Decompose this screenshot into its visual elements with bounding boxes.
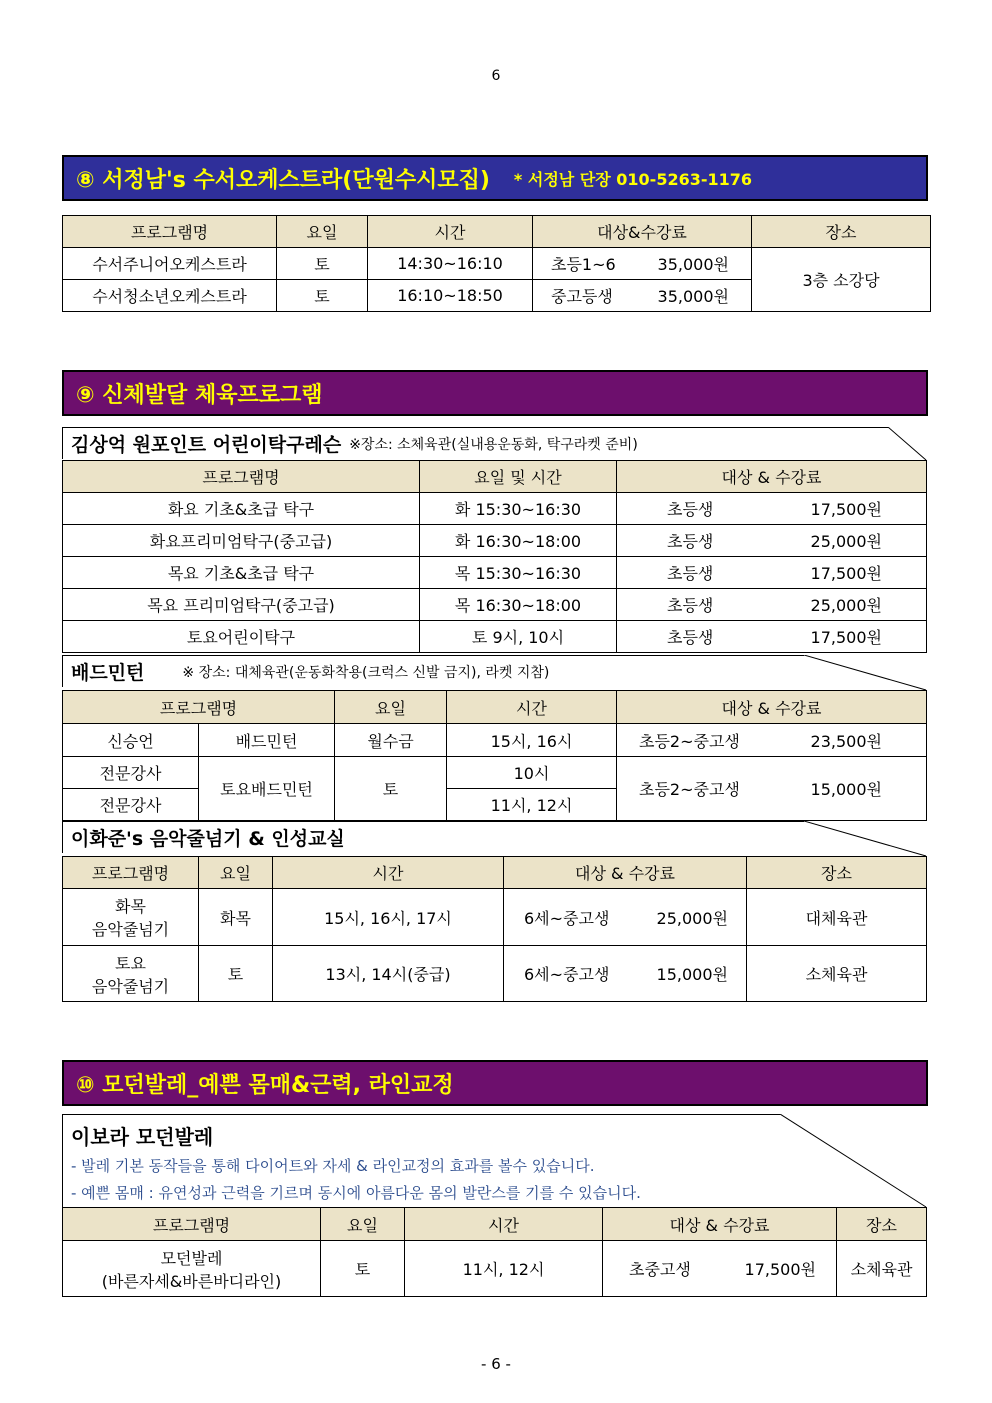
fee: 23,500원 xyxy=(810,731,882,751)
jumprope-table xyxy=(62,856,927,1002)
program-name: 수서청소년오케스트라 xyxy=(63,280,277,312)
col-header: 대상 & 수강료 xyxy=(504,857,747,889)
target: 6세~중고생 xyxy=(524,965,610,984)
day: 토 xyxy=(277,280,368,312)
target: 초등2~중고생 xyxy=(639,731,740,751)
fee: 25,000원 xyxy=(656,908,728,928)
target-fee xyxy=(504,889,747,946)
place: 3층 소강당 xyxy=(752,248,931,312)
place: 소체육관 xyxy=(747,946,927,1002)
day: 토 xyxy=(277,248,368,280)
target: 초등1~6 xyxy=(551,255,616,274)
program-name-line: 화목 xyxy=(115,897,146,916)
time: 토 9시, 10시 xyxy=(420,621,617,653)
section8-banner xyxy=(62,155,928,201)
section9-banner xyxy=(62,370,928,416)
program-name xyxy=(63,946,199,1002)
program-name-line: 음악줄넘기 xyxy=(91,920,170,939)
ballet-table xyxy=(62,1207,927,1297)
col-header: 요일 xyxy=(335,691,447,724)
target-fee xyxy=(617,493,927,525)
table-row xyxy=(63,493,927,525)
program-name: 수서주니어오케스트라 xyxy=(63,248,277,280)
col-header: 시간 xyxy=(273,857,504,889)
col-header: 장소 xyxy=(752,216,931,248)
target: 6세~중고생 xyxy=(524,908,610,928)
table-row xyxy=(63,525,927,557)
col-header: 시간 xyxy=(368,216,533,248)
col-header: 대상 & 수강료 xyxy=(617,461,927,493)
badminton-subhead xyxy=(62,655,804,687)
target: 초등2~중고생 xyxy=(639,780,740,799)
program-name: 토요어린이탁구 xyxy=(63,621,420,653)
day: 토 xyxy=(321,1241,405,1297)
place: 대체육관 xyxy=(747,889,927,946)
col-header: 요일 및 시간 xyxy=(420,461,617,493)
teacher: 신승언 xyxy=(63,724,199,757)
fee: 35,000원 xyxy=(657,255,729,274)
badminton-table xyxy=(62,690,927,821)
target-fee xyxy=(603,1241,837,1297)
col-header: 프로그램명 xyxy=(63,461,420,493)
target-fee xyxy=(617,621,927,653)
page-number-top: 6 xyxy=(491,68,501,84)
target: 초등생 xyxy=(667,564,714,583)
time: 13시, 14시(중급) xyxy=(273,946,504,1002)
time: 목 16:30~18:00 xyxy=(420,589,617,621)
target-fee xyxy=(617,557,927,589)
badminton-note: ※ 장소: 대체육관(운동화착용(크럭스 신발 금지), 라켓 지참) xyxy=(182,664,550,681)
time: 11시, 12시 xyxy=(405,1241,603,1297)
target-fee xyxy=(533,248,752,280)
pingpong-table xyxy=(62,460,927,653)
time: 14:30~16:10 xyxy=(368,248,533,280)
badminton-name: 배드민턴 xyxy=(71,662,145,684)
orchestra-table xyxy=(62,215,931,312)
program-name-line: 모던발레 xyxy=(160,1248,223,1268)
target-fee xyxy=(617,525,927,557)
table-row xyxy=(63,757,927,789)
fee: 17,500원 xyxy=(810,628,882,647)
target-fee xyxy=(617,724,927,757)
col-header: 프로그램명 xyxy=(63,216,277,248)
time: 15시, 16시, 17시 xyxy=(273,889,504,946)
col-header: 장소 xyxy=(747,857,927,889)
col-header: 프로그램명 xyxy=(63,691,335,724)
ballet-desc-1: - 발레 기본 동작들을 통해 다이어트와 자세 & 라인교정의 효과를 볼수 있습니다. xyxy=(71,1157,595,1175)
corner-slant xyxy=(886,427,928,461)
table-row xyxy=(63,946,927,1002)
time: 화 15:30~16:30 xyxy=(420,493,617,525)
section8-contact: * 서정남 단장 010-5263-1176 xyxy=(513,169,753,189)
time: 화 16:30~18:00 xyxy=(420,525,617,557)
col-header: 대상&수강료 xyxy=(533,216,752,248)
table-row xyxy=(63,1241,927,1297)
col-header: 요일 xyxy=(199,857,273,889)
table-row xyxy=(63,621,927,653)
program-name-line: 음악줄넘기 xyxy=(91,976,170,996)
program-name: 배드민턴 xyxy=(199,724,335,757)
table-row xyxy=(63,889,927,946)
target: 초등생 xyxy=(667,628,714,647)
target-fee xyxy=(617,757,927,821)
pingpong-name: 김상억 원포인트 어린이탁구레슨 xyxy=(71,434,342,456)
col-header: 요일 xyxy=(321,1208,405,1241)
col-header: 대상 & 수강료 xyxy=(617,691,927,724)
time: 16:10~18:50 xyxy=(368,280,533,312)
corner-slant xyxy=(780,1114,928,1208)
col-header: 장소 xyxy=(837,1208,927,1241)
time: 15시, 16시 xyxy=(447,724,617,757)
day: 토 xyxy=(199,946,273,1002)
teacher: 전문강사 xyxy=(63,789,199,821)
target: 초등생 xyxy=(667,532,714,551)
day: 화목 xyxy=(199,889,273,946)
fee: 17,500원 xyxy=(810,500,882,519)
table-row xyxy=(63,248,931,280)
time: 11시, 12시 xyxy=(447,789,617,821)
fee: 17,500원 xyxy=(744,1260,816,1279)
col-header: 프로그램명 xyxy=(63,1208,321,1241)
section9-title: ⑨ 신체발달 체육프로그램 xyxy=(76,382,323,408)
corner-slant xyxy=(804,821,928,857)
jumprope-subhead xyxy=(62,821,804,853)
fee: 15,000원 xyxy=(656,965,728,984)
section8-title: ⑧ 서정남's 수서오케스트라(단원수시모집) xyxy=(76,167,490,193)
ballet-desc-2: - 예쁜 몸매 : 유연성과 근력을 기르며 동시에 아름다운 몸의 발란스를 기를 수 있습니다. xyxy=(71,1184,641,1202)
table-row xyxy=(63,724,927,757)
time: 목 15:30~16:30 xyxy=(420,557,617,589)
pingpong-subhead xyxy=(62,427,888,459)
fee: 17,500원 xyxy=(810,564,882,583)
program-name: 토요배드민턴 xyxy=(199,757,335,821)
target: 중고등생 xyxy=(551,287,613,306)
fee: 15,000원 xyxy=(810,780,882,799)
section10-title: ⑩ 모던발레_예쁜 몸매&근력, 라인교정 xyxy=(76,1072,454,1098)
fee: 25,000원 xyxy=(810,532,882,551)
col-header: 대상 & 수강료 xyxy=(603,1208,837,1241)
program-name xyxy=(63,889,199,946)
col-header: 프로그램명 xyxy=(63,857,199,889)
section10-banner xyxy=(62,1060,928,1106)
target: 초등생 xyxy=(667,500,714,519)
program-name-line: (바른자세&바른바디라인) xyxy=(101,1271,282,1291)
corner-slant xyxy=(804,655,928,691)
target-fee xyxy=(617,589,927,621)
fee: 25,000원 xyxy=(810,596,882,615)
pingpong-note: ※장소: 소체육관(실내용운동화, 탁구라켓 준비) xyxy=(349,436,638,453)
target-fee xyxy=(504,946,747,1002)
target: 초중고생 xyxy=(629,1260,691,1279)
place: 소체육관 xyxy=(837,1241,927,1297)
jumprope-name: 이화준's 음악줄넘기 & 인성교실 xyxy=(71,828,345,850)
program-name: 목요 기초&초급 탁구 xyxy=(63,557,420,589)
program-name: 목요 프리미엄탁구(중고급) xyxy=(63,589,420,621)
time: 10시 xyxy=(447,757,617,789)
target: 초등생 xyxy=(667,596,714,615)
col-header: 시간 xyxy=(447,691,617,724)
ballet-name: 이보라 모던발레 xyxy=(71,1125,214,1149)
day: 토 xyxy=(335,757,447,821)
day: 월수금 xyxy=(335,724,447,757)
program-name xyxy=(63,1241,321,1297)
col-header: 시간 xyxy=(405,1208,603,1241)
col-header: 요일 xyxy=(277,216,368,248)
table-row xyxy=(63,589,927,621)
fee: 35,000원 xyxy=(657,287,729,306)
page-number-bottom: - 6 - xyxy=(481,1355,511,1373)
program-name: 화요 기초&초급 탁구 xyxy=(63,493,420,525)
program-name: 화요프리미엄탁구(중고급) xyxy=(63,525,420,557)
table-row xyxy=(63,557,927,589)
teacher: 전문강사 xyxy=(63,757,199,789)
target-fee xyxy=(533,280,752,312)
program-name-line: 토요 xyxy=(115,953,146,973)
